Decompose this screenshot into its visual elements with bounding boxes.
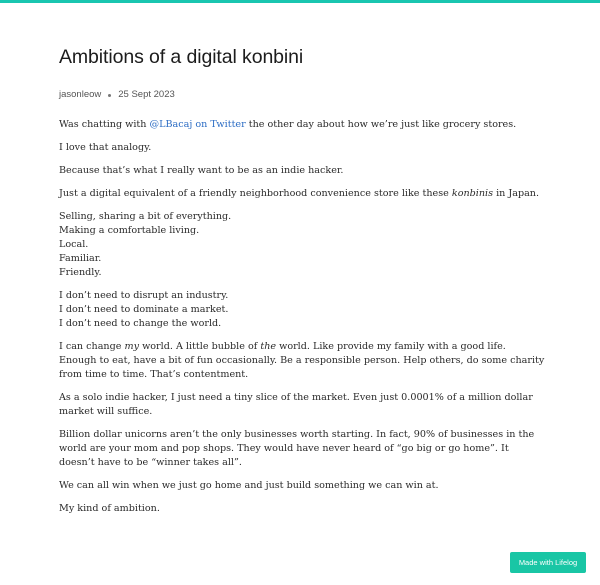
separator-dot <box>108 94 111 97</box>
article <box>59 44 545 525</box>
post-date: 25 Sept 2023 <box>118 89 175 100</box>
paragraph <box>59 187 545 201</box>
emphasis: the <box>260 341 277 352</box>
line: Friendly. <box>59 267 102 278</box>
twitter-link[interactable]: @LBacaj on Twitter <box>149 119 246 130</box>
line: Making a comfortable living. <box>59 225 200 236</box>
paragraph <box>59 289 545 331</box>
made-with-lifelog-button[interactable]: Made with Lifelog <box>510 552 586 573</box>
text: world. A little bubble of <box>139 341 261 352</box>
paragraph <box>59 118 545 132</box>
line: I don’t need to disrupt an industry. <box>59 290 229 301</box>
emphasis: konbinis <box>451 188 494 199</box>
author-name[interactable]: jasonleow <box>59 89 102 100</box>
text: the other day about how we’re just like grocery stores. <box>245 119 517 130</box>
article-body <box>59 118 545 516</box>
line: I don’t need to change the world. <box>59 318 222 329</box>
text: world. Like provide my family with a good life. Enough to eat, have a bit of fun occasionally. Be a responsible person. Help others, do some charity from time to time. That’s contentment. <box>59 341 545 380</box>
paragraph: My kind of ambition. <box>59 503 160 514</box>
paragraph: As a solo indie hacker, I just need a tiny slice of the market. Even just 0.0001% of a million dollar market will suffice. <box>59 392 533 417</box>
line: Familiar. <box>59 253 102 264</box>
paragraph: We can all win when we just go home and just build something we can win at. <box>59 480 439 491</box>
page-title: Ambitions of a digital konbini <box>59 46 304 68</box>
line: Selling, sharing a bit of everything. <box>59 211 232 222</box>
post-meta <box>59 89 545 101</box>
paragraph: I love that analogy. <box>59 142 152 153</box>
text: in Japan. <box>493 188 540 199</box>
top-accent-bar <box>0 0 600 3</box>
text: Was chatting with <box>59 119 150 130</box>
text: I can change <box>59 341 125 352</box>
paragraph: Because that’s what I really want to be as an indie hacker. <box>59 165 344 176</box>
line: I don’t need to dominate a market. <box>59 304 229 315</box>
text: Just a digital equivalent of a friendly neighborhood convenience store like these <box>59 188 452 199</box>
paragraph: Billion dollar unicorns aren’t the only businesses worth starting. In fact, 90% of businesses in the world are your mom and pop shops. They would have never heard of “go big or go home”. It doesn’t have to be “winner takes all”. <box>59 429 535 468</box>
line: Local. <box>59 239 89 250</box>
paragraph <box>59 210 545 280</box>
emphasis: my <box>124 341 140 352</box>
paragraph <box>59 340 545 382</box>
